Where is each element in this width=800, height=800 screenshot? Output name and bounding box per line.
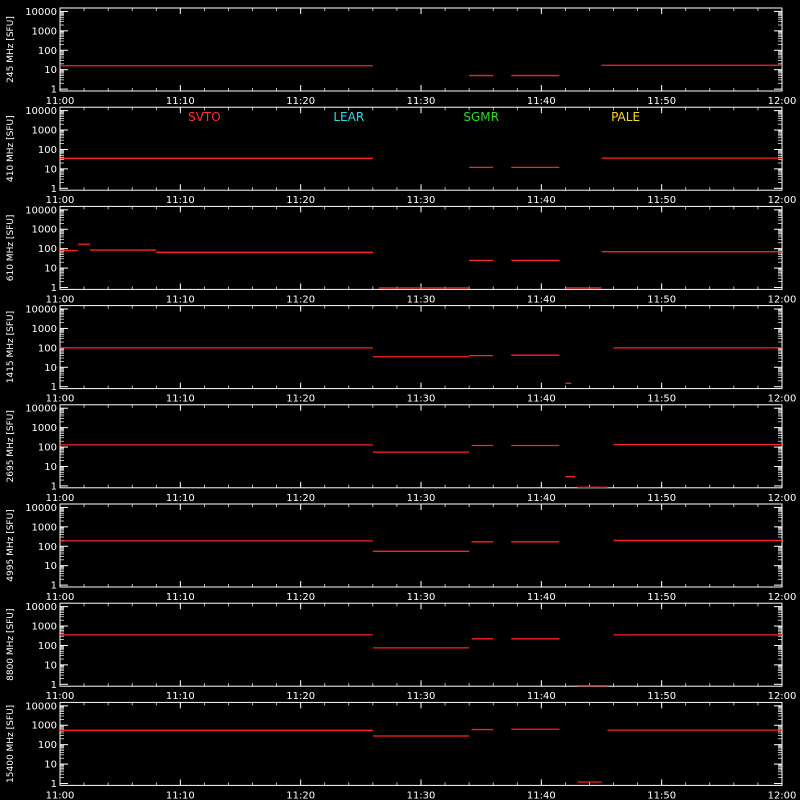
panel-frame <box>60 107 782 190</box>
x-tick-label: 11:30 <box>406 790 436 800</box>
y-tick-label: 10 <box>44 660 57 672</box>
x-tick-label: 11:20 <box>286 96 316 107</box>
x-tick-label: 12:00 <box>767 96 797 107</box>
x-tick-label: 11:20 <box>286 294 316 306</box>
x-tick-label: 12:00 <box>767 592 797 603</box>
y-tick-label: 10000 <box>25 701 57 713</box>
y-tick-label: 10 <box>44 362 57 374</box>
y-tick-label: 10 <box>44 461 57 473</box>
x-tick-label: 11:00 <box>45 592 75 603</box>
x-tick-label: 11:00 <box>45 492 75 504</box>
y-tick-label: 1 <box>50 580 57 592</box>
y-axis-label: 1415 MHz [SFU] <box>6 310 16 384</box>
x-tick-label: 11:10 <box>165 195 195 207</box>
x-tick-label: 11:40 <box>526 294 556 306</box>
panel-frame <box>60 405 782 488</box>
x-tick-label: 11:00 <box>45 294 75 306</box>
x-tick-label: 12:00 <box>767 790 797 800</box>
y-tick-label: 10000 <box>25 205 57 217</box>
x-tick-label: 11:50 <box>647 790 677 800</box>
x-tick-label: 11:40 <box>526 96 556 107</box>
x-tick-label: 11:50 <box>647 691 677 703</box>
station-label: PALE <box>611 110 641 125</box>
y-tick-label: 10000 <box>25 304 57 316</box>
y-tick-label: 10 <box>44 263 57 275</box>
station-label: SGMR <box>463 110 499 125</box>
y-tick-label: 1 <box>50 679 57 691</box>
x-tick-label: 11:10 <box>165 790 195 800</box>
x-tick-label: 11:40 <box>526 592 556 603</box>
y-tick-label: 100 <box>37 640 57 652</box>
x-tick-label: 11:10 <box>165 691 195 703</box>
x-tick-label: 11:30 <box>406 691 436 703</box>
x-tick-label: 12:00 <box>767 691 797 703</box>
x-tick-label: 11:40 <box>526 691 556 703</box>
x-tick-label: 11:30 <box>406 492 436 504</box>
y-tick-label: 1000 <box>31 522 57 534</box>
y-axis-label: 8800 MHz [SFU] <box>6 608 16 681</box>
panel-frame <box>60 702 782 785</box>
y-tick-label: 1 <box>50 84 57 96</box>
panel-frame <box>60 8 782 91</box>
panel-frame <box>60 603 782 686</box>
station-label: LEAR <box>333 110 365 125</box>
y-tick-label: 100 <box>37 144 57 156</box>
x-tick-label: 11:30 <box>406 294 436 306</box>
x-tick-label: 12:00 <box>767 393 797 405</box>
panel-frame <box>60 306 782 389</box>
panel-frame <box>60 504 782 587</box>
x-tick-label: 11:30 <box>406 195 436 207</box>
y-tick-label: 1000 <box>31 720 57 732</box>
y-tick-label: 1000 <box>31 26 57 38</box>
y-tick-label: 100 <box>37 740 57 752</box>
x-tick-label: 11:20 <box>286 492 316 504</box>
panel-frame <box>60 206 782 289</box>
x-tick-label: 11:40 <box>526 195 556 207</box>
y-tick-label: 10000 <box>25 106 57 118</box>
x-tick-label: 11:10 <box>165 294 195 306</box>
y-axis-label: 245 MHz [SFU] <box>6 16 16 83</box>
x-tick-label: 11:10 <box>165 96 195 107</box>
x-tick-label: 11:50 <box>647 96 677 107</box>
x-tick-label: 11:20 <box>286 195 316 207</box>
x-tick-label: 11:00 <box>45 790 75 800</box>
y-axis-label: 410 MHz [SFU] <box>6 115 16 183</box>
x-tick-label: 11:50 <box>647 195 677 207</box>
y-tick-label: 10 <box>44 164 57 176</box>
y-tick-label: 1 <box>50 779 57 791</box>
y-axis-label: 4995 MHz [SFU] <box>6 509 16 582</box>
x-tick-label: 11:00 <box>45 393 75 405</box>
x-tick-label: 11:10 <box>165 492 195 504</box>
x-tick-label: 12:00 <box>767 195 797 207</box>
x-tick-label: 11:50 <box>647 393 677 405</box>
y-axis-label: 2695 MHz [SFU] <box>6 410 16 483</box>
y-tick-label: 10 <box>44 65 57 77</box>
x-tick-label: 11:40 <box>526 790 556 800</box>
x-tick-label: 11:00 <box>45 96 75 107</box>
y-axis-label: 15400 MHz [SFU] <box>6 704 16 783</box>
y-tick-label: 1 <box>50 481 57 493</box>
y-axis-label: 610 MHz [SFU] <box>6 214 16 282</box>
y-tick-label: 10000 <box>25 403 57 415</box>
y-tick-label: 10 <box>44 759 57 771</box>
y-tick-label: 10 <box>44 561 57 573</box>
y-tick-label: 10000 <box>25 602 57 614</box>
x-tick-label: 12:00 <box>767 294 797 306</box>
x-tick-label: 12:00 <box>767 492 797 504</box>
station-label: SVTO <box>188 110 221 125</box>
x-tick-label: 11:50 <box>647 592 677 603</box>
x-tick-label: 11:00 <box>45 195 75 207</box>
y-tick-label: 100 <box>37 343 57 355</box>
x-tick-label: 11:20 <box>286 790 316 800</box>
x-tick-label: 11:50 <box>647 294 677 306</box>
x-tick-label: 11:20 <box>286 393 316 405</box>
x-tick-label: 11:20 <box>286 691 316 703</box>
y-tick-label: 100 <box>37 45 57 57</box>
y-tick-label: 1 <box>50 382 57 394</box>
x-tick-label: 11:10 <box>165 393 195 405</box>
x-tick-label: 11:30 <box>406 592 436 603</box>
x-tick-label: 11:20 <box>286 592 316 603</box>
y-tick-label: 100 <box>37 442 57 454</box>
y-tick-label: 10000 <box>25 502 57 514</box>
x-tick-label: 11:30 <box>406 393 436 405</box>
y-tick-label: 100 <box>37 541 57 553</box>
y-tick-label: 1 <box>50 283 57 295</box>
y-tick-label: 1 <box>50 183 57 195</box>
x-tick-label: 11:50 <box>647 492 677 504</box>
y-tick-label: 1000 <box>31 621 57 633</box>
x-tick-label: 11:30 <box>406 96 436 107</box>
y-tick-label: 1000 <box>31 224 57 236</box>
x-tick-label: 11:10 <box>165 592 195 603</box>
x-tick-label: 11:40 <box>526 492 556 504</box>
y-tick-label: 1000 <box>31 423 57 435</box>
y-tick-label: 1000 <box>31 323 57 335</box>
x-tick-label: 11:00 <box>45 691 75 703</box>
y-tick-label: 1000 <box>31 125 57 137</box>
y-tick-label: 10000 <box>25 6 57 18</box>
x-tick-label: 11:40 <box>526 393 556 405</box>
y-tick-label: 100 <box>37 244 57 256</box>
